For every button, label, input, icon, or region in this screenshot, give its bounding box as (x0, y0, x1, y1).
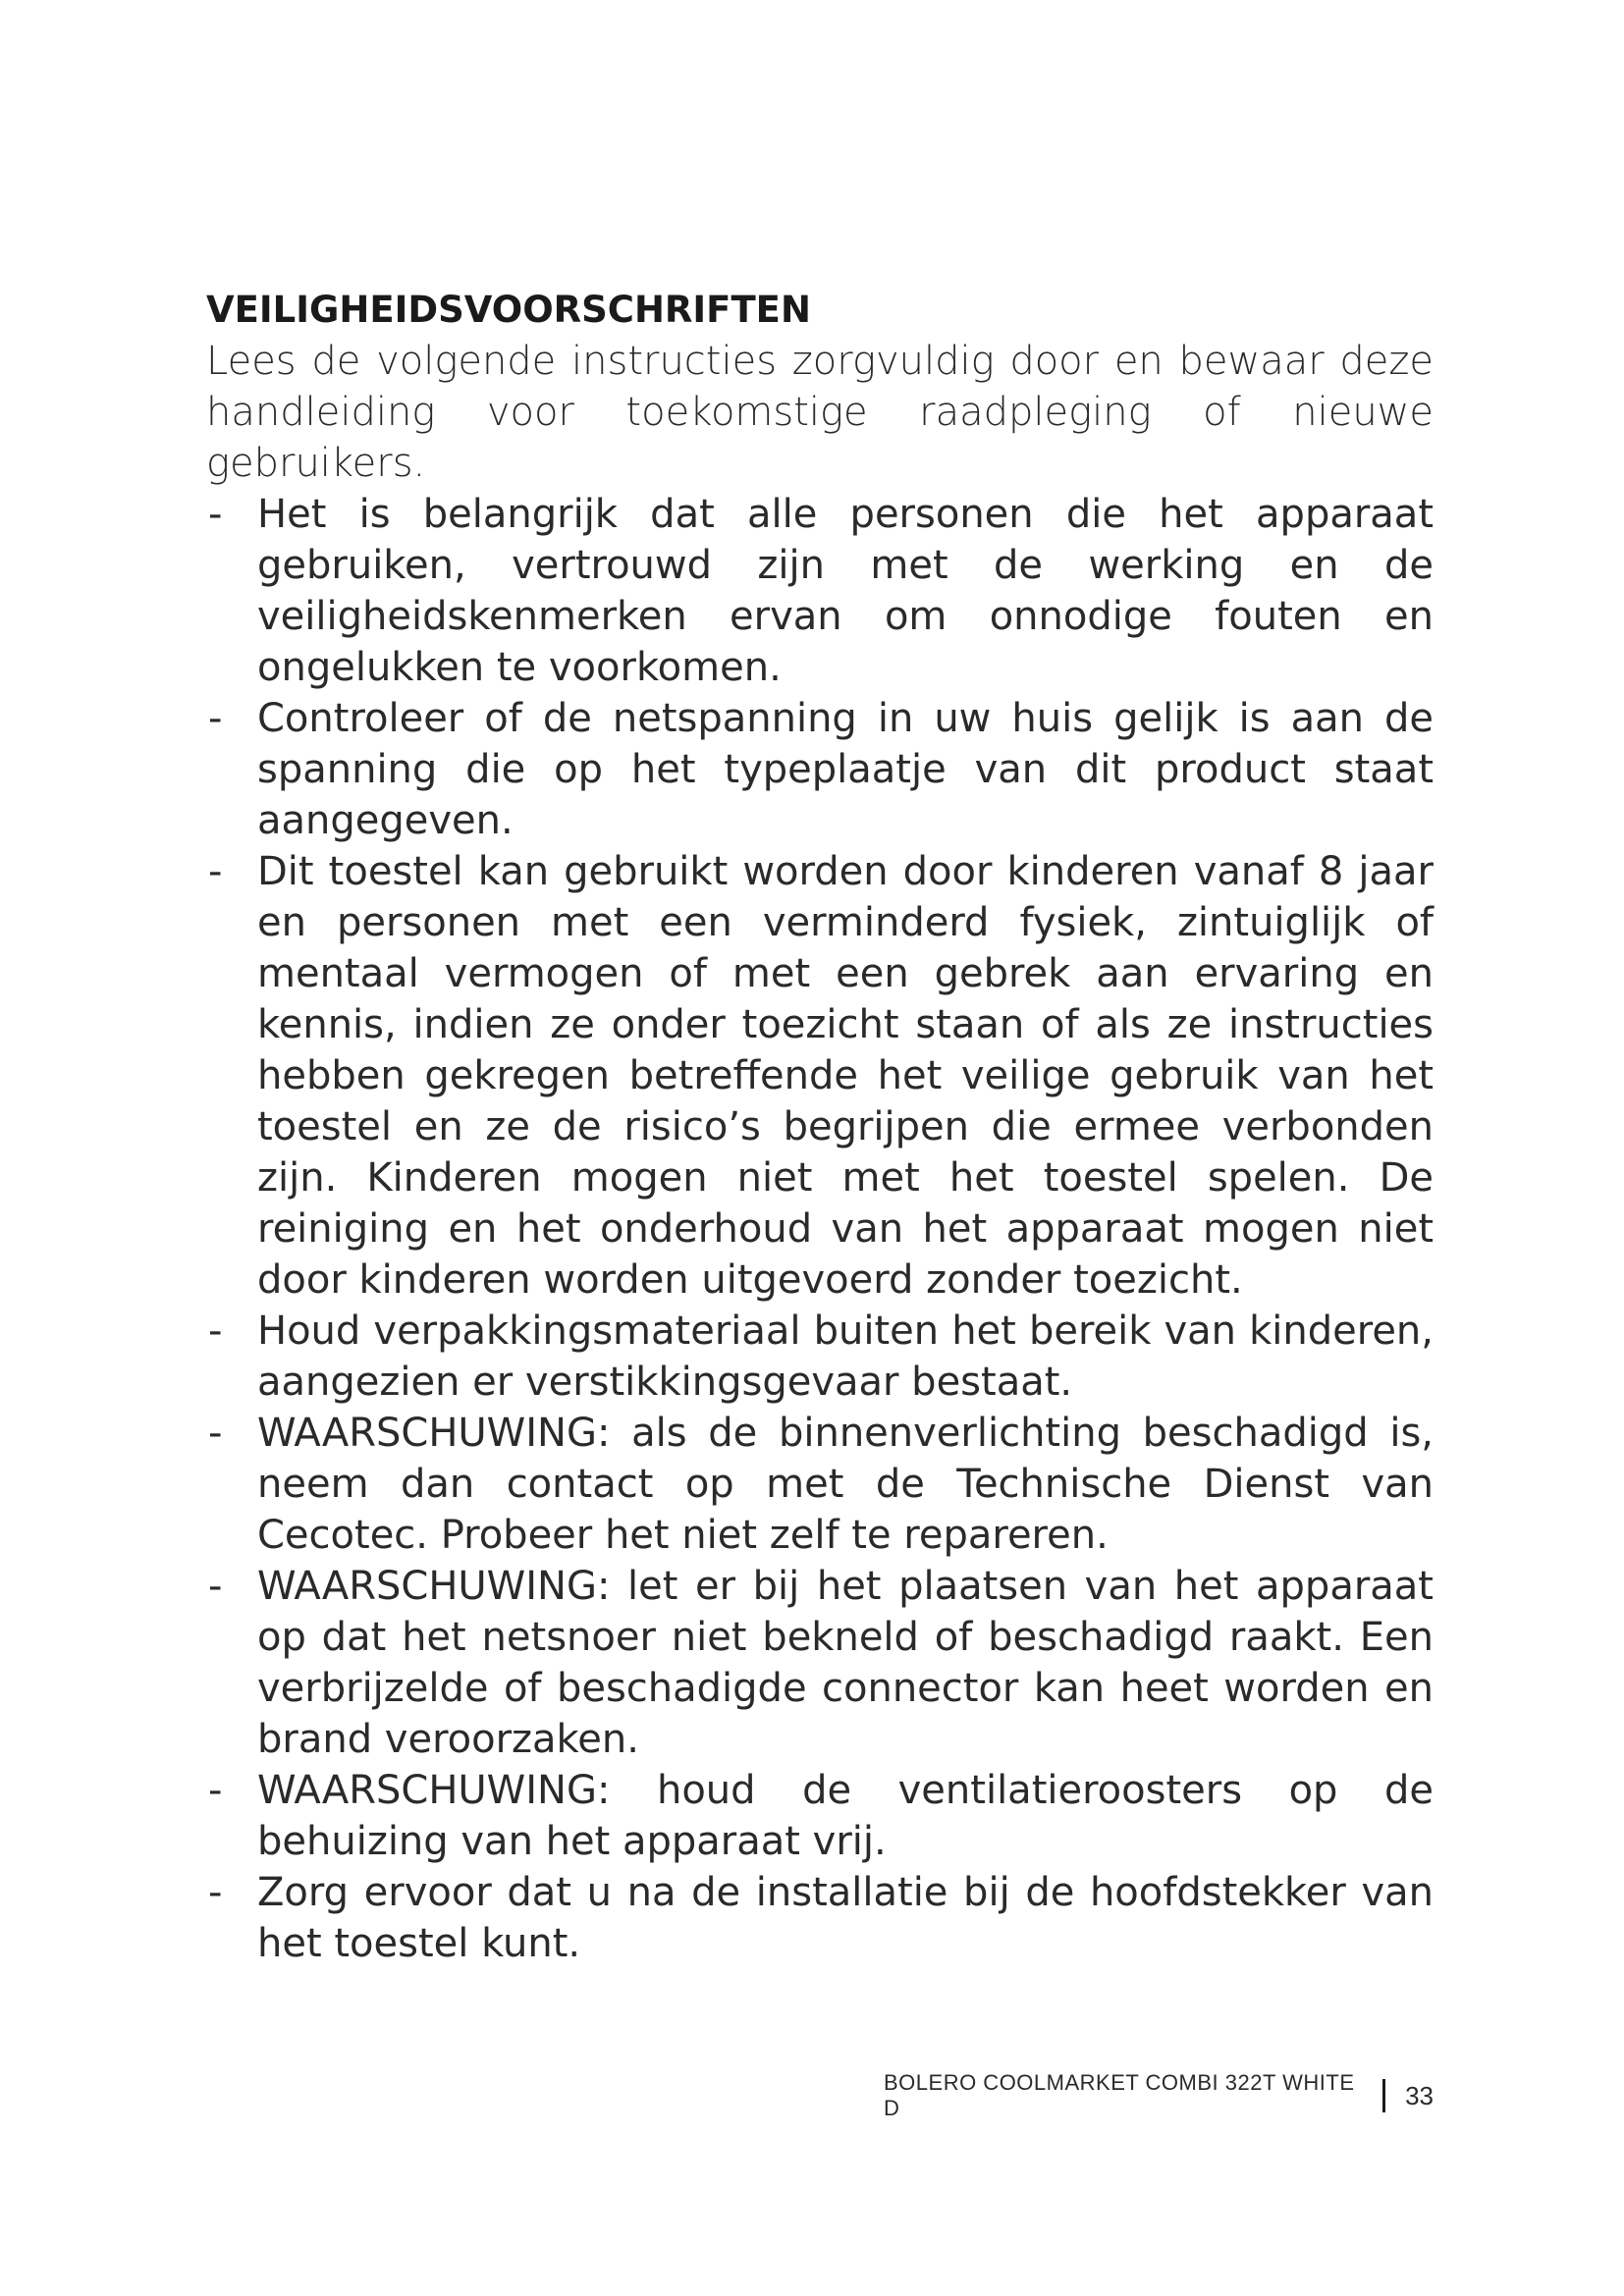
list-item-text: Zorg ervoor dat u na de installatie bij de hoofdstekker van het toestel kunt. (257, 1870, 1434, 1966)
page-title: VEILIGHEIDSVOORSCHRIFTEN (206, 289, 811, 331)
list-item (206, 1765, 1434, 1867)
bullet-dash: - (208, 1411, 223, 1456)
bullet-dash: - (208, 1308, 223, 1354)
list-item (206, 1561, 1434, 1765)
list-item (206, 846, 1434, 1306)
footer-divider (1382, 2079, 1385, 2112)
list-item-text: Controleer of de netspanning in uw huis gelijk is aan de spanning die op het typeplaatje van dit product staat aangegeven. (257, 696, 1434, 843)
intro-paragraph: Lees de volgende instructies zorgvuldig door en bewaar deze handleiding voor toekomstige raadpleging of nieuwe gebruikers. (206, 339, 1434, 486)
page-footer (884, 2070, 1434, 2120)
bullet-dash: - (208, 849, 223, 894)
list-item-text: Houd verpakkingsmateriaal buiten het bereik van kinderen, aangezien er verstikkingsgevaar bestaat. (257, 1308, 1434, 1405)
product-name: BOLERO COOLMARKET COMBI 322T WHITE D (884, 2070, 1355, 2120)
list-item-text: Het is belangrijk dat alle personen die het apparaat gebruiken, vertrouwd zijn met de werking en de veiligheidskenmerken ervan om onnodige fouten en ongelukken te voorkomen. (257, 492, 1434, 690)
list-item-text: WAARSCHUWING: als de binnenverlichting beschadigd is, neem dan contact op met de Technische Dienst van Cecotec. Probeer het niet zelf te repareren. (257, 1411, 1434, 1558)
bullet-dash: - (208, 696, 223, 741)
list-item-text: WAARSCHUWING: let er bij het plaatsen van het apparaat op dat het netsnoer niet bekneld of beschadigd raakt. Een verbrijzelde of beschadigde connector kan heet worden en brand veroorzaken. (257, 1564, 1434, 1762)
list-item-text: Dit toestel kan gebruikt worden door kinderen vanaf 8 jaar en personen met een verminderd fysiek, zintuiglijk of mentaal vermogen of met een gebrek aan ervaring en kennis, indien ze onder toezicht staan of als ze instructies hebben gekregen betreffende het veilige gebruik van het toestel en ze de risico’s begrijpen die ermee verbonden zijn. Kinderen mogen niet met het toestel spelen. De reiniging en het onderhoud van het apparaat mogen niet door kinderen worden uitgevoerd zonder toezicht. (257, 849, 1434, 1303)
bullet-dash: - (208, 1870, 223, 1915)
list-item (206, 1306, 1434, 1408)
list-item (206, 693, 1434, 846)
bullet-dash: - (208, 492, 223, 537)
safety-list (206, 489, 1434, 1969)
list-item-text: WAARSCHUWING: houd de ventilatieroosters op de behuizing van het apparaat vrij. (257, 1768, 1434, 1864)
safety-section (206, 285, 1434, 1969)
bullet-dash: - (208, 1564, 223, 1609)
list-item (206, 1408, 1434, 1561)
bullet-dash: - (208, 1768, 223, 1813)
list-item (206, 489, 1434, 693)
page-number: 33 (1405, 2080, 1434, 2110)
list-item (206, 1867, 1434, 1969)
